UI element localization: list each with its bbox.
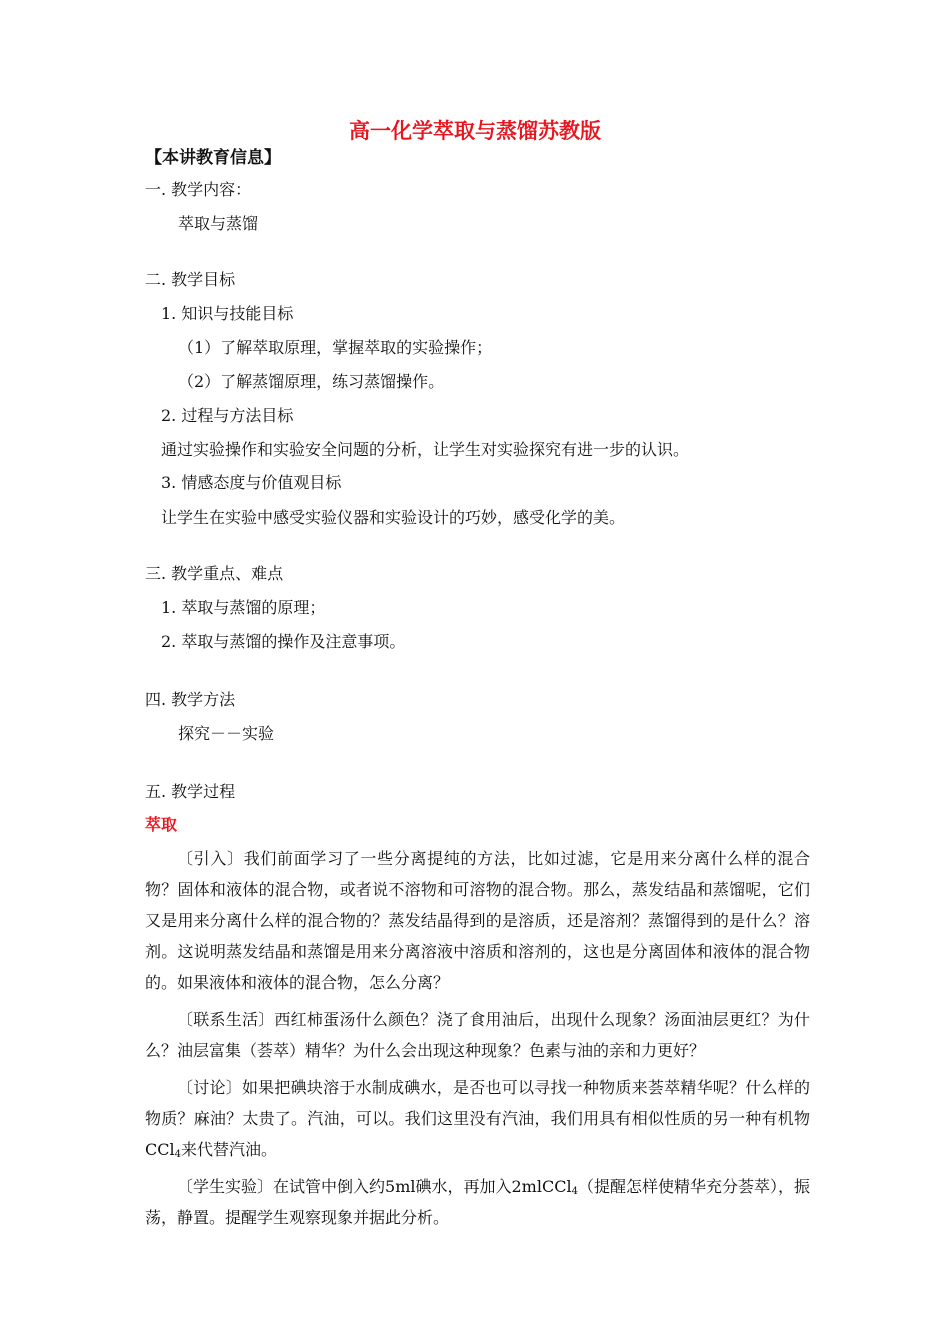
discussion-subscript: 4 [174,1149,181,1160]
teaching-process-body [145,843,810,1239]
section-1-content: 萃取与蒸馏 [178,214,259,233]
objective-3-text: 让学生在实验中感受实验仪器和实验设计的巧妙，感受化学的美。 [161,508,626,527]
experiment-text-b: （提醒怎样使精华充分荟萃），振荡，静置。提醒学生观察现象并据此分析。 [145,1177,810,1227]
key-point-2: 2. 萃取与蒸馏的操作及注意事项。 [161,632,406,651]
section-1-heading: 一. 教学内容： [145,180,252,199]
section-2-heading: 二. 教学目标 [145,270,236,289]
key-point-1: 1. 萃取与蒸馏的原理； [161,598,326,617]
experiment-text-a: 〔学生实验〕在试管中倒入约5ml碘水，再加入2mlCCl [177,1177,572,1196]
section-4-heading: 四. 教学方法 [145,690,236,709]
discussion-text-a: 〔讨论〕如果把碘块溶于水制成碘水，是否也可以寻找一种物质来荟萃精华呢？什么样的物质？麻油？太贵了。汽油，可以。我们这里没有汽油，我们用具有相似性质的另一种有机物CCl [145,1078,810,1159]
section-5-heading: 五. 教学过程 [145,782,236,801]
student-experiment-paragraph [145,1171,810,1233]
objective-2-text: 通过实验操作和实验安全问题的分析，让学生对实验探究有进一步的认识。 [161,440,690,459]
discussion-text-b: 来代替汽油。 [180,1140,277,1159]
section-3-heading: 三. 教学重点、难点 [145,564,284,583]
document-title: 高一化学萃取与蒸馏苏教版 [349,119,601,143]
extraction-subheading: 萃取 [145,815,178,834]
objective-3: 3. 情感态度与价值观目标 [161,473,342,492]
daily-life-paragraph: 〔联系生活〕西红柿蛋汤什么颜色？浇了食用油后，出现什么现象？汤面油层更红？为什么？油层富集（荟萃）精华？为什么会出现这种现象？色素与油的亲和力更好？ [145,1010,810,1060]
info-heading: 【本讲教育信息】 [145,148,281,168]
intro-paragraph: 〔引入〕我们前面学习了一些分离提纯的方法，比如过滤，它是用来分离什么样的混合物？固体和液体的混合物，或者说不溶物和可溶物的混合物。那么，蒸发结晶和蒸馏呢，它们又是用来分离什么样的混合物的？蒸发结晶得到的是溶质，还是溶剂？蒸馏得到的是什么？溶剂。这说明蒸发结晶和蒸馏是用来分离溶液中溶质和溶剂的，这也是分离固体和液体的混合物的。如果液体和液体的混合物，怎么分离？ [145,849,810,992]
discussion-paragraph [145,1072,810,1165]
experiment-subscript: 4 [571,1186,578,1197]
objective-1: 1. 知识与技能目标 [161,304,294,323]
objective-1a: （1）了解萃取原理，掌握萃取的实验操作； [178,338,493,357]
objective-1b: （2）了解蒸馏原理，练习蒸馏操作。 [178,372,445,391]
objective-2: 2. 过程与方法目标 [161,406,294,425]
section-4-content: 探究－－实验 [178,724,275,743]
